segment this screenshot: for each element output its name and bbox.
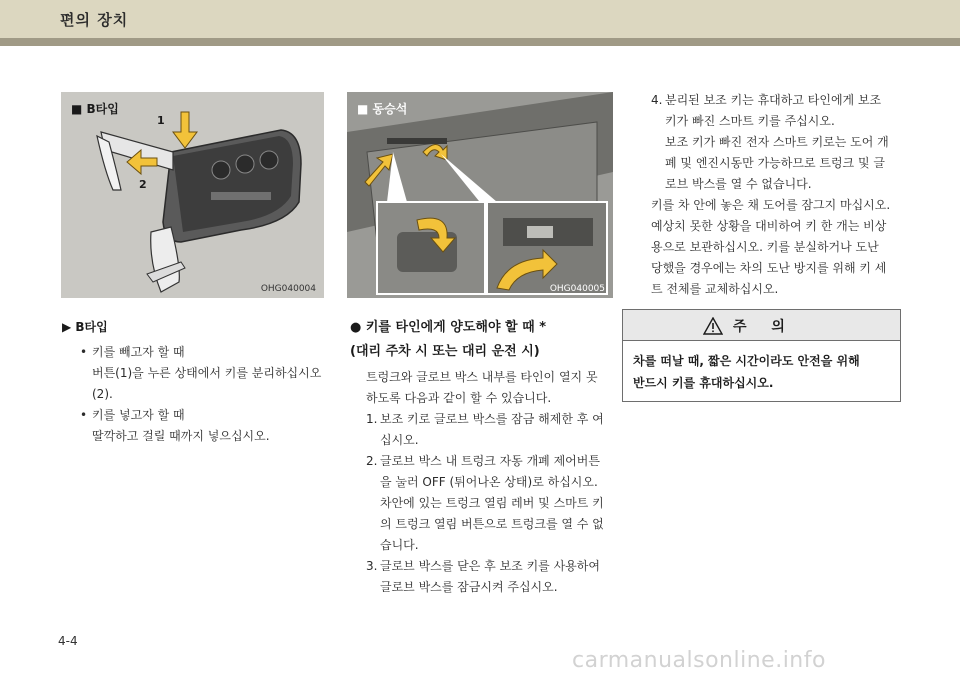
warning-triangle-icon	[703, 317, 723, 335]
item-line: 딸깍하고 걸릴 때까지 넣으십시오.	[92, 429, 270, 443]
bullet: •	[80, 345, 88, 359]
figure-code: OHG040004	[260, 284, 316, 294]
bullet: •	[80, 408, 88, 422]
callout-2: 2	[139, 178, 147, 191]
caution-text: 차를 떠날 때, 짧은 시간이라도 안전을 위해 반드시 키를 휴대하십시오.	[633, 354, 860, 390]
b-type-heading: ▶ B타입	[62, 320, 108, 334]
glovebox-figure	[347, 92, 613, 298]
figure-label-passenger: ■ 동승석	[357, 102, 408, 116]
caution-header	[623, 310, 900, 341]
item-line: 키를 빼고자 할 때	[92, 345, 185, 359]
watermark: carmanualsonline.info	[572, 648, 826, 673]
item-line: 버튼(1)을 누른 상태에서 키를 분리하십시오	[92, 366, 322, 380]
key-figure	[61, 92, 324, 298]
caution-box	[622, 309, 901, 402]
figure-label-b-type: ■ B타입	[71, 102, 119, 116]
header-divider	[0, 38, 960, 46]
key-illustration	[61, 92, 324, 298]
glovebox-illustration	[347, 92, 613, 298]
lending-intro: 트렁크와 글로브 박스 내부를 타인이 열지 못 하도록 다음과 같이 할 수 있습니다.	[366, 370, 598, 405]
key-storage-paragraph: 키를 차 안에 놓은 채 도어를 잠그지 마십시오. 예상치 못한 상황을 대비하여 키 한 개는 비상 용으로 보관하십시오. 키를 분실하거나 도난 당했을 경우에는 차의 도난 방지를 위해 키 세 트 전체를 교체하십시오.	[651, 198, 891, 296]
item-line: (2).	[92, 387, 113, 401]
figure-code: OHG040005	[549, 284, 605, 294]
section-title: 편의 장치	[60, 11, 129, 29]
callout-1: 1	[157, 114, 165, 127]
page-number: 4-4	[58, 634, 78, 648]
page-header	[0, 0, 960, 38]
lending-key-heading: ● 키를 타인에게 양도해야 할 때 * (대리 주차 시 또는 대리 운전 시)	[350, 320, 546, 359]
caution-title: 주 의	[733, 319, 795, 335]
item-line: 키를 넣고자 할 때	[92, 408, 185, 422]
